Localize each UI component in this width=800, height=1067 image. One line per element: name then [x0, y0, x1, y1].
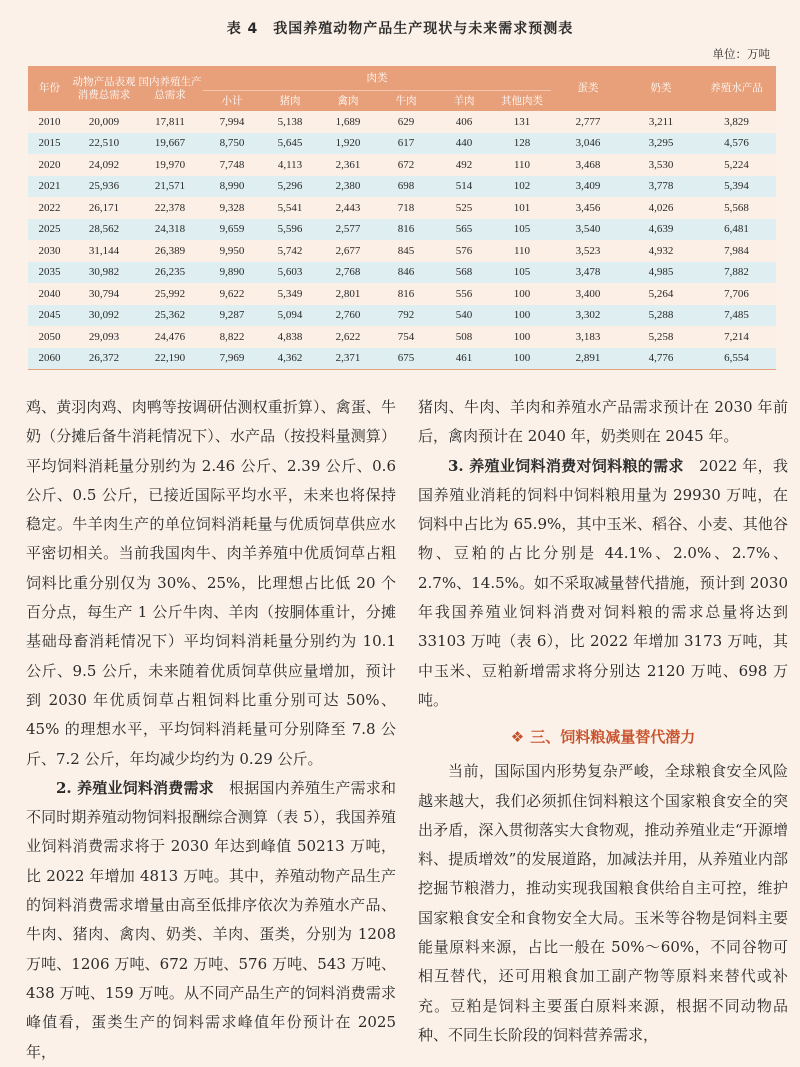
right-column [418, 393, 788, 1050]
table-row [28, 176, 776, 198]
table-cell: 25,362 [137, 305, 203, 327]
table-cell: 845 [377, 240, 435, 262]
table-cell: 568 [435, 262, 493, 284]
table-row [28, 348, 776, 370]
table-cell: 22,378 [137, 197, 203, 219]
table-cell: 3,046 [551, 133, 625, 155]
table-cell: 8,750 [203, 133, 261, 155]
table-cell: 2,677 [319, 240, 377, 262]
heading-feed-grain-demand: 3. 养殖业饲料消费对饲料粮的需求 [448, 456, 684, 475]
table-cell: 540 [435, 305, 493, 327]
table-cell: 26,235 [137, 262, 203, 284]
header-milk: 奶类 [625, 66, 697, 111]
table-cell: 110 [493, 240, 551, 262]
table-cell: 565 [435, 219, 493, 241]
table-row [28, 111, 776, 133]
table-cell: 2040 [28, 283, 71, 305]
table-cell: 7,984 [697, 240, 776, 262]
table-cell: 128 [493, 133, 551, 155]
table-cell: 2050 [28, 326, 71, 348]
header-beef: 牛肉 [377, 91, 435, 112]
table-cell: 100 [493, 305, 551, 327]
table-cell: 5,541 [261, 197, 319, 219]
table-cell: 2,891 [551, 348, 625, 370]
table-cell: 19,667 [137, 133, 203, 155]
table-cell: 1,689 [319, 111, 377, 133]
table-cell: 3,302 [551, 305, 625, 327]
table-cell: 24,092 [71, 154, 137, 176]
table-cell: 508 [435, 326, 493, 348]
table-cell: 24,318 [137, 219, 203, 241]
table-cell: 9,328 [203, 197, 261, 219]
table-cell: 26,171 [71, 197, 137, 219]
table-cell: 792 [377, 305, 435, 327]
table-cell: 22,510 [71, 133, 137, 155]
table-cell: 754 [377, 326, 435, 348]
table-row [28, 305, 776, 327]
table-cell: 25,992 [137, 283, 203, 305]
header-meat: 肉类 [203, 66, 551, 91]
section-title: 三、饲料粮减量替代潜力 [530, 728, 696, 747]
left-paragraph-1: 鸡、黄羽肉鸡、肉鸭等按调研估测权重折算）、禽蛋、牛奶（分摊后备牛消耗情况下）、水产品（按投料量测算）平均饲料消耗量分别约为 2.46 公斤、2.39 公斤、0.6 公斤、0.5 公斤，已接近国际平均水平，未来也将保持稳定。牛羊肉生产的单位饲料消耗量与优质饲草供应水平密切相关。当前我国肉牛、肉羊养殖中优质饲草占粗饲料比重分别仅为 30%、25%，比理想占比低 20 个百分点，每生产 1 公斤牛肉、羊肉（按胴体重计，分摊基础母畜消耗情况下）平均饲料消耗量分别约为 10.1 公斤、9.5 公斤，未来随着优质饲草供应量增加，预计到 2030 年优质饲草占粗饲料比重分别可达 50%、45% 的理想水平，平均饲料消耗量可分别降至 7.8 公斤、7.2 公斤，年均减少均约为 0.29 公斤。 [26, 398, 396, 768]
table-cell: 24,476 [137, 326, 203, 348]
table-cell: 19,970 [137, 154, 203, 176]
table-cell: 2010 [28, 111, 71, 133]
table-cell: 698 [377, 176, 435, 198]
table-cell: 4,026 [625, 197, 697, 219]
table-cell: 5,288 [625, 305, 697, 327]
table-cell: 7,882 [697, 262, 776, 284]
table-cell: 718 [377, 197, 435, 219]
table-cell: 5,645 [261, 133, 319, 155]
table-cell: 102 [493, 176, 551, 198]
table-cell: 4,838 [261, 326, 319, 348]
table-cell: 3,540 [551, 219, 625, 241]
table-cell: 5,742 [261, 240, 319, 262]
header-other-meat: 其他肉类 [493, 91, 551, 112]
table-cell: 101 [493, 197, 551, 219]
table-cell: 7,969 [203, 348, 261, 370]
table-row [28, 240, 776, 262]
table-cell: 3,468 [551, 154, 625, 176]
table-title: 表 4 我国养殖动物产品生产现状与未来需求预测表 [226, 21, 574, 37]
right-paragraph-1: 猪肉、牛肉、羊肉和养殖水产品需求预计在 2030 年前后，禽肉预计在 2040 年，奶类则在 2045 年。 [418, 398, 788, 446]
table-cell: 556 [435, 283, 493, 305]
table-cell: 8,990 [203, 176, 261, 198]
table-cell: 105 [493, 262, 551, 284]
left-column [26, 393, 396, 1067]
diamond-bullet-icon: ❖ [510, 728, 525, 747]
table-cell: 5,568 [697, 197, 776, 219]
table-cell: 7,748 [203, 154, 261, 176]
table-cell: 3,523 [551, 240, 625, 262]
table-cell: 1,920 [319, 133, 377, 155]
table-cell: 22,190 [137, 348, 203, 370]
table-cell: 4,776 [625, 348, 697, 370]
table-cell: 3,778 [625, 176, 697, 198]
table-cell: 5,138 [261, 111, 319, 133]
table-cell: 816 [377, 283, 435, 305]
table-cell: 25,936 [71, 176, 137, 198]
table-cell: 9,659 [203, 219, 261, 241]
table-cell: 675 [377, 348, 435, 370]
table-cell: 3,409 [551, 176, 625, 198]
table-cell: 2,361 [319, 154, 377, 176]
table-cell: 6,554 [697, 348, 776, 370]
table-cell: 406 [435, 111, 493, 133]
table-cell: 2,760 [319, 305, 377, 327]
table-cell: 5,224 [697, 154, 776, 176]
table-cell: 28,562 [71, 219, 137, 241]
table-row [28, 154, 776, 176]
table-body [28, 111, 776, 370]
table-cell: 5,258 [625, 326, 697, 348]
table-row [28, 219, 776, 241]
table-cell: 3,530 [625, 154, 697, 176]
table-cell: 2,622 [319, 326, 377, 348]
table-cell: 20,009 [71, 111, 137, 133]
table-cell: 514 [435, 176, 493, 198]
table-cell: 6,481 [697, 219, 776, 241]
table-row [28, 326, 776, 348]
table-cell: 5,394 [697, 176, 776, 198]
table-cell: 2060 [28, 348, 71, 370]
table-cell: 5,349 [261, 283, 319, 305]
table-cell: 4,932 [625, 240, 697, 262]
table-cell: 100 [493, 326, 551, 348]
header-mutton: 羊肉 [435, 91, 493, 112]
table-row [28, 197, 776, 219]
table-cell: 105 [493, 219, 551, 241]
right-paragraph-2: 2022 年，我国养殖业消耗的饲料中饲料粮用量为 29930 万吨，在饲料中占比为 65.9%，其中玉米、稻谷、小麦、其他谷物、豆粕的占比分别是 44.1%、2.0%、2.7%、2.7%、14.5%。如不采取减量替代措施，预计到 2030 年我国养殖业饲料消费对饲料粮的需求总量将达到 33103 万吨（表 6），比 2022 年增加 3173 万吨，其中玉米、豆粕新增需求将分别达 2120 万吨、698 万吨。 [418, 456, 788, 709]
table-cell: 5,596 [261, 219, 319, 241]
table-cell: 2025 [28, 219, 71, 241]
table-cell: 5,094 [261, 305, 319, 327]
heading-feed-demand: 2. 养殖业饲料消费需求 [56, 778, 214, 797]
table-cell: 8,822 [203, 326, 261, 348]
table-cell: 3,478 [551, 262, 625, 284]
table-cell: 7,485 [697, 305, 776, 327]
table-cell: 9,890 [203, 262, 261, 284]
table-cell: 7,214 [697, 326, 776, 348]
table-cell: 846 [377, 262, 435, 284]
header-poultry: 禽肉 [319, 91, 377, 112]
table-cell: 2,577 [319, 219, 377, 241]
table-cell: 17,811 [137, 111, 203, 133]
table-cell: 4,985 [625, 262, 697, 284]
table-cell: 525 [435, 197, 493, 219]
table-cell: 2022 [28, 197, 71, 219]
table-cell: 7,706 [697, 283, 776, 305]
table-cell: 2,443 [319, 197, 377, 219]
table-cell: 629 [377, 111, 435, 133]
table-cell: 9,950 [203, 240, 261, 262]
right-paragraph-3: 当前，国际国内形势复杂严峻，全球粮食安全风险越来越大，我们必须抓住饲料粮这个国家粮食安全的突出矛盾，深入贯彻落实大食物观，推动养殖业走“开源增料、提质增效”的发展道路，加减法并用，从养殖业内部挖掘节粮潜力，推动实现我国粮食供给自主可控，维护国家粮食安全和食物安全大局。玉米等谷物是饲料主要能量原料来源，占比一般在 50%～60%，不同谷物可相互替代，还可用粮食加工副产物等原料来替代或补充。豆粕是饲料主要蛋白原料来源，根据不同动物品种、不同生长阶段的饲料营养需求， [418, 762, 788, 1044]
table-cell: 2035 [28, 262, 71, 284]
table-row [28, 283, 776, 305]
table-cell: 2020 [28, 154, 71, 176]
table-cell: 3,183 [551, 326, 625, 348]
header-year: 年份 [28, 66, 71, 111]
header-aquatic: 养殖水产品 [697, 66, 776, 111]
data-table [28, 66, 776, 370]
table-cell: 30,092 [71, 305, 137, 327]
table-cell: 2045 [28, 305, 71, 327]
table-cell: 2,801 [319, 283, 377, 305]
table-cell: 100 [493, 283, 551, 305]
table-cell: 3,829 [697, 111, 776, 133]
table-row [28, 133, 776, 155]
table-row [28, 262, 776, 284]
table-cell: 4,362 [261, 348, 319, 370]
table-cell: 2,768 [319, 262, 377, 284]
table-cell: 3,400 [551, 283, 625, 305]
table-cell: 5,264 [625, 283, 697, 305]
table-cell: 2,777 [551, 111, 625, 133]
header-production: 国内养殖生产总需求 [137, 66, 203, 111]
table-cell: 26,389 [137, 240, 203, 262]
table-cell: 5,296 [261, 176, 319, 198]
table-unit: 单位：万吨 [712, 47, 770, 61]
table-cell: 4,576 [697, 133, 776, 155]
table-cell: 26,372 [71, 348, 137, 370]
table-cell: 3,456 [551, 197, 625, 219]
table-cell: 100 [493, 348, 551, 370]
table-cell: 30,982 [71, 262, 137, 284]
table-cell: 131 [493, 111, 551, 133]
table-cell: 461 [435, 348, 493, 370]
table-cell: 31,144 [71, 240, 137, 262]
table-cell: 9,622 [203, 283, 261, 305]
table-cell: 9,287 [203, 305, 261, 327]
header-consumption: 动物产品表观消费总需求 [71, 66, 137, 111]
table-cell: 5,603 [261, 262, 319, 284]
table-cell: 21,571 [137, 176, 203, 198]
table-cell: 576 [435, 240, 493, 262]
table-cell: 4,113 [261, 154, 319, 176]
table-cell: 3,295 [625, 133, 697, 155]
table-cell: 617 [377, 133, 435, 155]
table-cell: 2021 [28, 176, 71, 198]
table-cell: 2,380 [319, 176, 377, 198]
table-cell: 7,994 [203, 111, 261, 133]
table-cell: 29,093 [71, 326, 137, 348]
table-cell: 2030 [28, 240, 71, 262]
header-pork: 猪肉 [261, 91, 319, 112]
header-eggs: 蛋类 [551, 66, 625, 111]
table-cell: 3,211 [625, 111, 697, 133]
table-cell: 816 [377, 219, 435, 241]
table-cell: 2015 [28, 133, 71, 155]
left-paragraph-2: 根据国内养殖生产需求和不同时期养殖动物饲料报酬综合测算（表 5），我国养殖业饲料消费需求将于 2030 年达到峰值 50213 万吨，比 2022 年增加 4813 万吨。其中，养殖动物产品生产的饲料消费需求增量由高至低排序依次为养殖水产品、牛肉、猪肉、禽肉、奶类、羊肉、蛋类，分别为 1208 万吨、1206 万吨、672 万吨、576 万吨、543 万吨、438 万吨、159 万吨。从不同产品生产的饲料消费需求峰值看，蛋类生产的饲料需求峰值年份预计在 2025 年， [26, 778, 396, 1061]
table-cell: 492 [435, 154, 493, 176]
table-cell: 672 [377, 154, 435, 176]
table-cell: 110 [493, 154, 551, 176]
header-subtotal: 小计 [203, 91, 261, 112]
table-cell: 30,794 [71, 283, 137, 305]
table-cell: 4,639 [625, 219, 697, 241]
table-cell: 440 [435, 133, 493, 155]
table-cell: 2,371 [319, 348, 377, 370]
